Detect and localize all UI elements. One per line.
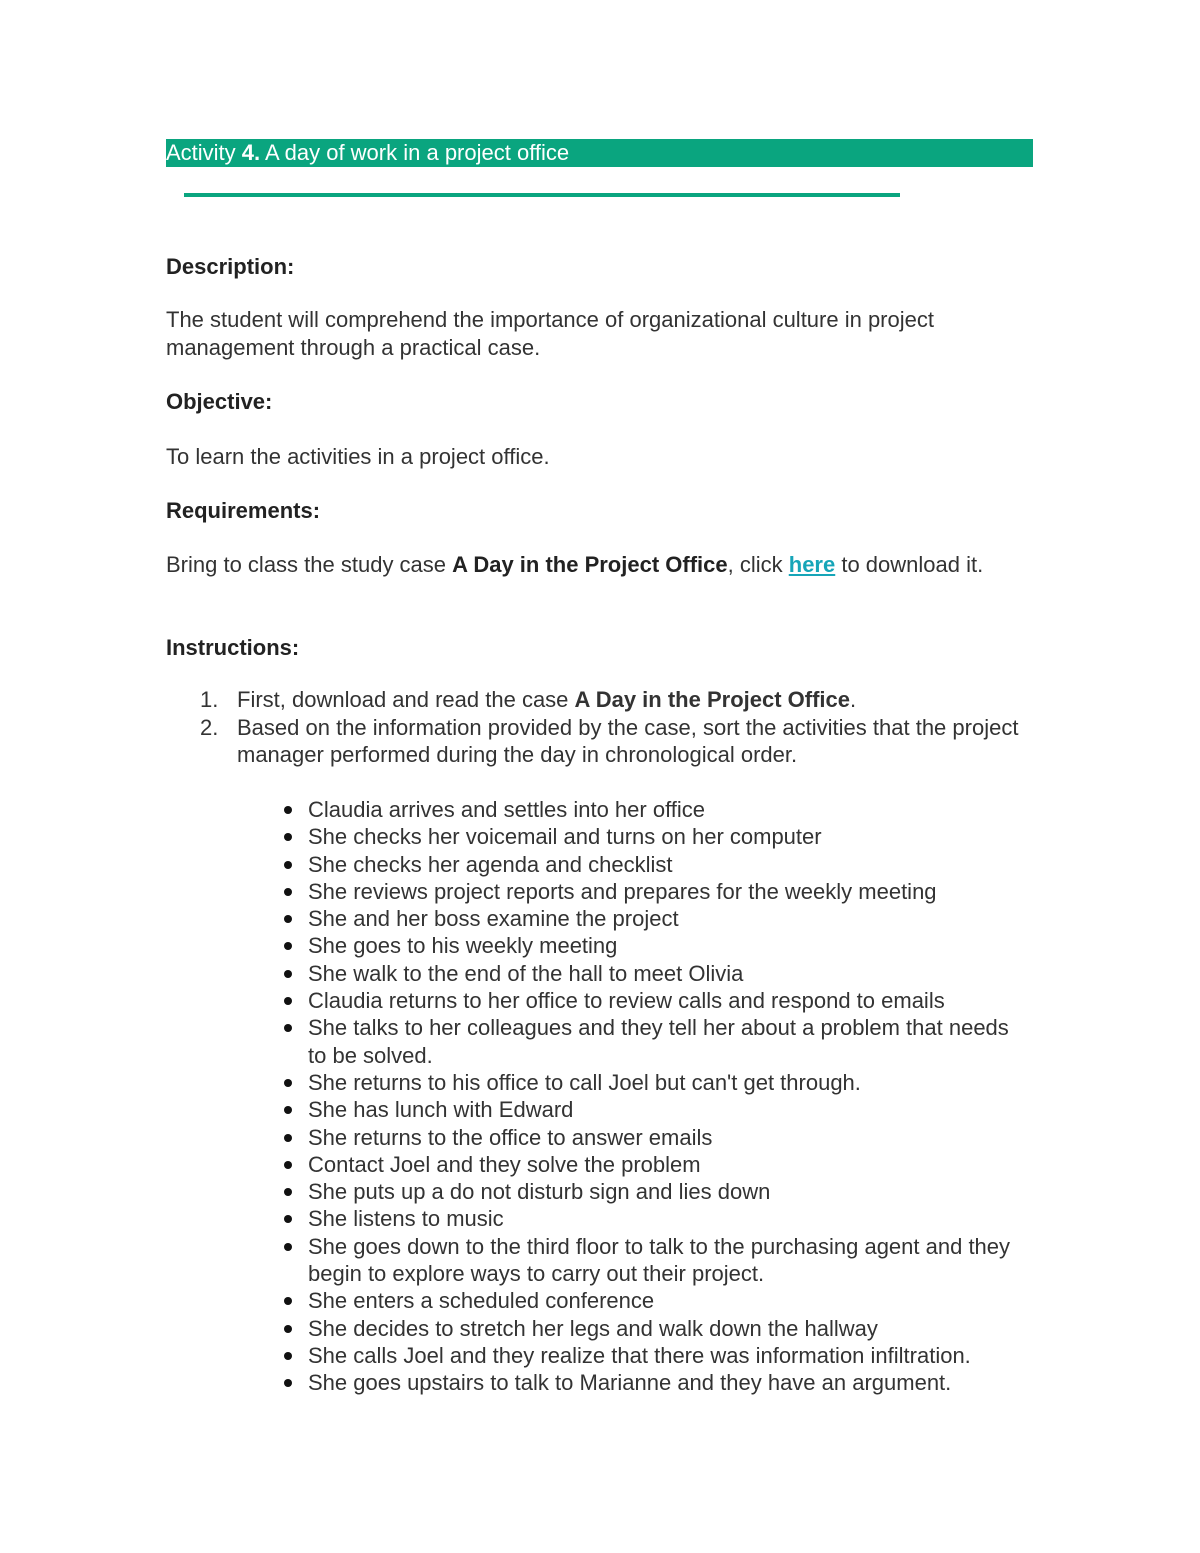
bullet-icon (284, 1352, 292, 1360)
activity-text: She reviews project reports and prepares for the weekly meeting (308, 878, 937, 904)
bullet-icon (284, 1325, 292, 1333)
activity-text: She checks her voicemail and turns on her computer (308, 824, 822, 850)
activity-text: Claudia arrives and settles into her office (308, 797, 706, 822)
activity-text: She enters a scheduled conference (308, 1288, 655, 1314)
description-heading: Description: (166, 254, 295, 279)
instruction-step (166, 714, 1026, 769)
activity-text: She goes upstairs to talk to Marianne and they have an argument. (308, 1370, 952, 1396)
activity-text: She checks her agenda and checklist (308, 851, 673, 877)
requirements-text-middle: , click (727, 552, 789, 577)
bullet-icon (284, 997, 292, 1005)
download-here-link[interactable]: here (788, 552, 836, 577)
activity-item (166, 987, 1026, 1014)
instructions-heading: Instructions: (166, 635, 300, 660)
activity-text: Claudia returns to her office to review calls and respond to emails (308, 988, 945, 1014)
activity-list (166, 796, 1026, 1397)
activity-text: Contact Joel and they solve the problem (308, 1151, 701, 1177)
activity-item (166, 796, 1026, 823)
activity-text: She goes to his weekly meeting (308, 933, 618, 959)
activity-item (166, 1178, 1026, 1205)
title-rest: A day of work in a project office (260, 140, 570, 165)
activity-item (166, 932, 1026, 959)
bullet-icon (284, 1079, 292, 1087)
activity-item (166, 878, 1026, 905)
step-text: Based on the information provided by the case, sort the activities that the project manager performed during the day in chronological order. (237, 714, 1019, 767)
activity-item (166, 823, 1026, 850)
activity-item (166, 1205, 1026, 1232)
activity-text: She decides to stretch her legs and walk down the hallway (308, 1315, 878, 1341)
activity-item (166, 1069, 1026, 1096)
step-number: 1. (200, 687, 219, 712)
requirements-text-before: Bring to class the study case (166, 552, 453, 577)
bullet-icon (284, 861, 292, 869)
activity-item (166, 1096, 1026, 1123)
activity-item (166, 1369, 1026, 1396)
bullet-icon (284, 1024, 292, 1032)
activity-item (166, 905, 1026, 932)
activity-item (166, 1124, 1026, 1151)
activity-item (166, 1151, 1026, 1178)
bullet-icon (284, 915, 292, 923)
requirements-heading: Requirements: (166, 498, 321, 523)
activity-text: She returns to the office to answer emails (308, 1124, 713, 1150)
activity-text: She puts up a do not disturb sign and lies down (308, 1179, 771, 1205)
objective-text: To learn the activities in a project office. (166, 444, 550, 469)
requirements-text-after: to download it. (835, 552, 984, 577)
activity-text: She calls Joel and they realize that there was information infiltration. (308, 1342, 971, 1368)
activity-text: She talks to her colleagues and they tell her about a problem that needs to be solved. (308, 1015, 1009, 1068)
bullet-icon (284, 833, 292, 841)
bullet-icon (284, 1161, 292, 1169)
instruction-steps (166, 686, 1026, 769)
activity-item (166, 851, 1026, 878)
description-text: The student will comprehend the importance of organizational culture in project management through a practical case. (166, 307, 934, 360)
requirements-text (166, 551, 1026, 579)
activity-text: She walk to the end of the hall to meet Olivia (308, 960, 744, 986)
title-underline-rule (184, 193, 900, 197)
instruction-step (166, 686, 1026, 714)
bullet-icon (284, 1297, 292, 1305)
activity-text: She returns to his office to call Joel but can't get through. (308, 1069, 861, 1095)
bullet-icon (284, 1379, 292, 1387)
activity-text: She has lunch with Edward (308, 1097, 574, 1123)
bullet-icon (284, 1243, 292, 1251)
bullet-icon (284, 806, 292, 814)
step-text-after: . (850, 687, 857, 712)
objective-heading: Objective: (166, 389, 273, 414)
bullet-icon (284, 1134, 292, 1142)
title-prefix: Activity (166, 140, 242, 165)
activity-item (166, 1315, 1026, 1342)
case-title: A Day in the Project Office (452, 552, 728, 577)
step-bold-text: A Day in the Project Office (574, 687, 851, 712)
activity-text: She listens to music (308, 1206, 504, 1232)
bullet-icon (284, 1106, 292, 1114)
activity-item (166, 1287, 1026, 1314)
step-text: First, download and read the case (237, 687, 575, 712)
bullet-icon (284, 1215, 292, 1223)
activity-item (166, 960, 1026, 987)
activity-title (166, 140, 569, 166)
activity-text: She goes down to the third floor to talk to the purchasing agent and they begin to explore ways to carry out their project. (308, 1233, 1011, 1287)
activity-item (166, 1233, 1026, 1288)
activity-text: She and her boss examine the project (308, 906, 679, 932)
activity-item (166, 1342, 1026, 1369)
bullet-icon (284, 970, 292, 978)
bullet-icon (284, 888, 292, 896)
title-number: 4. (241, 140, 261, 165)
activity-item (166, 1014, 1026, 1069)
step-number: 2. (200, 714, 219, 740)
bullet-icon (284, 1188, 292, 1196)
bullet-icon (284, 942, 292, 950)
